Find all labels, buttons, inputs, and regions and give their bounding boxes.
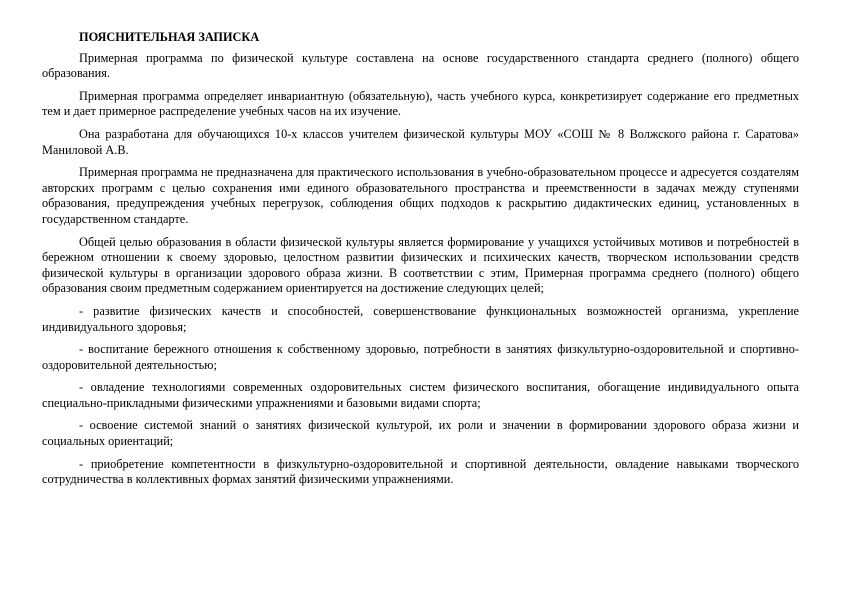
- goal-item-3: - овладение технологиями современных оздоровительных систем физического воспитания, обогащение индивидуального опыта специально-прикладными физическими упражнениями и базовыми видами спорта;: [42, 380, 799, 410]
- goal-item-1: - развитие физических качеств и способностей, совершенствование функциональных возможностей организма, укрепление индивидуального здоровья;: [42, 303, 799, 334]
- paragraph-intro: Примерная программа по физической культуре составлена на основе государственного стандарта среднего (полного) общего образования.: [42, 50, 799, 81]
- goal-item-4: - освоение системой знаний о занятиях физической культурой, их роли и значении в формировании здорового образа жизни и социальных ориентаций;: [42, 418, 799, 449]
- goal-item-2: - воспитание бережного отношения к собственному здоровью, потребности в занятиях физкультурно-оздоровительной и спортивно-оздоровительной деятельностью;: [42, 342, 799, 372]
- paragraph-general-goal: Общей целью образования в области физической культуры является формирование у учащихся устойчивых мотивов и потребностей в бережном отношении к своему здоровью, целостном развитии физических и психических качеств, творческом использовании средств физической культуры в организации здорового образа жизни. В соответствии с этим, Примерная программа среднего (полного) общего образования своим предметным содержанием ориентируется на достижение следующих целей;: [42, 234, 799, 296]
- paragraph-program-defines: Примерная программа определяет инвариантную (обязательную), часть учебного курса, конкретизирует содержание его предметных тем и дает примерное распределение учебных часов на их изучение.: [42, 88, 799, 119]
- goal-item-5: - приобретение компетентности в физкультурно-оздоровительной и спортивной деятельности, овладение навыками творческого сотрудничества в коллективных формах занятий физическими упражнениями.: [42, 456, 799, 487]
- document-page: [42, 30, 799, 495]
- document-title: ПОЯСНИТЕЛЬНАЯ ЗАПИСКА: [79, 30, 260, 44]
- paragraph-purpose: Примерная программа не предназначена для практического использования в учебно-образовательном процессе и адресуется создателям авторских программ с целью сохранения ими единого образовательного пространства и преемственности в задачах между ступенями образования, предупреждения учебных перегрузок, соблюдения общих подходов к раскрытию дидактических единиц, установленных в государственном стандарте.: [42, 165, 799, 226]
- paragraph-author: Она разработана для обучающихся 10-х классов учителем физической культуры МОУ «СОШ № 8 Волжского района г. Саратова» Маниловой А.В.: [42, 126, 799, 157]
